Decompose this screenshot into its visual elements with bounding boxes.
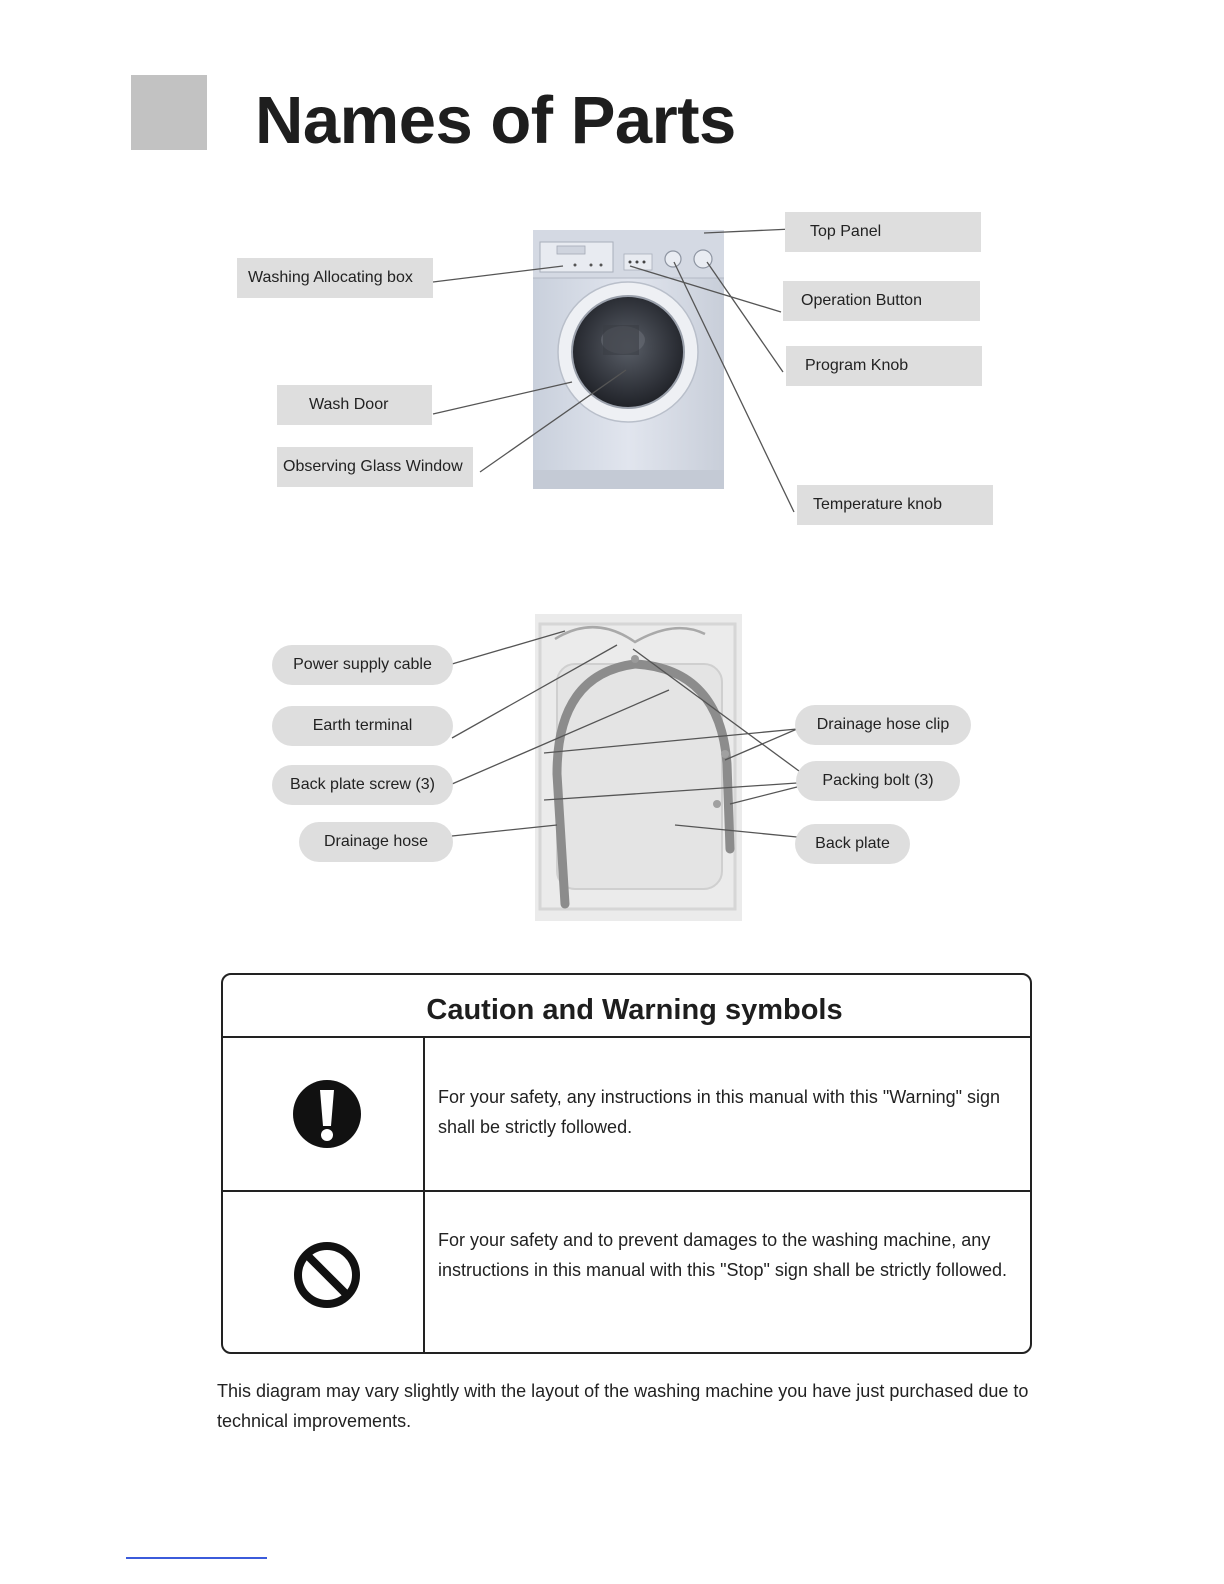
label-observing-glass-window: Observing Glass Window [277,447,473,487]
label-back-plate: Back plate [795,824,910,864]
label-power-supply-cable: Power supply cable [272,645,453,685]
label-top-panel: Top Panel [785,212,981,252]
front-washing-machine-image [533,230,724,489]
label-program-knob: Program Knob [786,346,982,386]
column-divider [423,1038,425,1352]
label-washing-allocating-box: Washing Allocating box [237,258,433,298]
stop-prohibition-icon [292,1240,362,1310]
warning-exclamation-icon [292,1079,362,1149]
label-earth-terminal: Earth terminal [272,706,453,746]
footnote: This diagram may vary slightly with the layout of the washing machine you have just purchased due to technical improvements. [217,1381,1029,1431]
label-wash-door: Wash Door [277,385,432,425]
label-temperature-knob: Temperature knob [797,485,993,525]
caution-warning-table [221,973,1032,1354]
warning-text: For your safety, any instructions in this manual with this "Warning" sign shall be strictly followed. [438,1087,1001,1137]
rear-washing-machine-image [535,614,742,921]
label-drainage-hose-clip: Drainage hose clip [795,705,971,745]
label-packing-bolt: Packing bolt (3) [796,761,960,801]
caution-title: Caution and Warning symbols [223,975,1030,1038]
label-back-plate-screw: Back plate screw (3) [272,765,453,805]
footer-rule [126,1557,267,1559]
page-title: Names of Parts [255,83,736,158]
label-drainage-hose: Drainage hose [299,822,453,862]
stop-text: For your safety and to prevent damages to the washing machine, any instructions in this manual with this "Stop" sign shall be strictly followed. [438,1230,1008,1280]
row-divider [223,1190,1030,1192]
label-operation-button: Operation Button [783,281,980,321]
section-marker [131,75,207,150]
